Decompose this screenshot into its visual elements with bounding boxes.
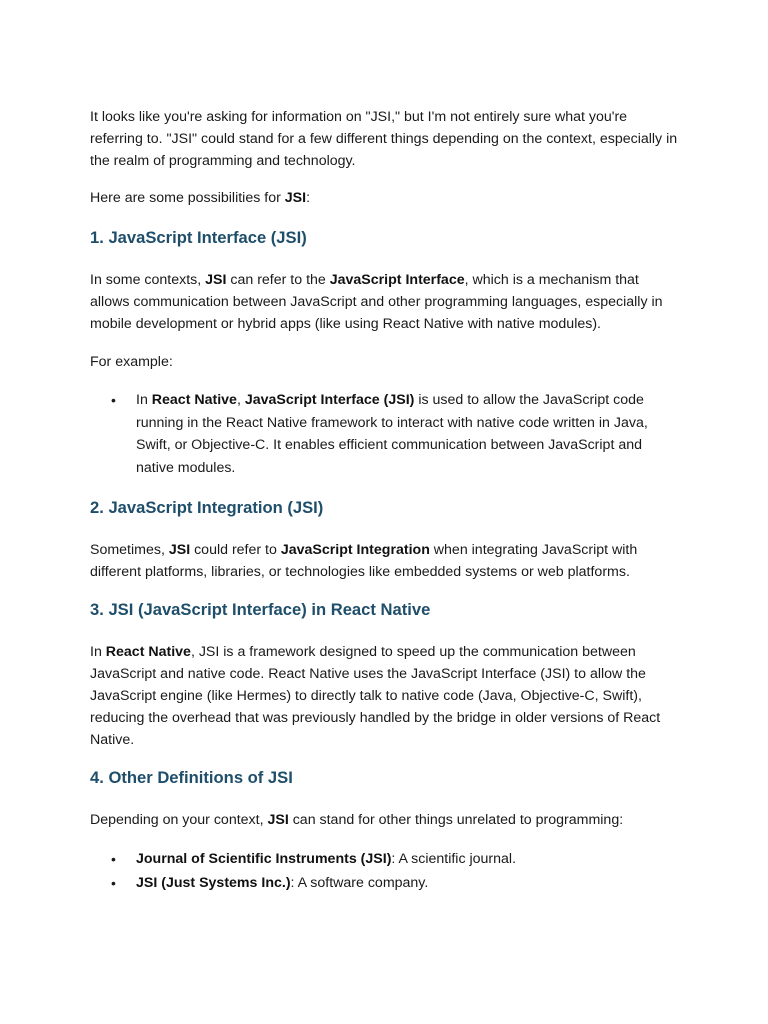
text: In bbox=[90, 644, 106, 660]
section-1-paragraph bbox=[90, 269, 682, 335]
lead-bold: JSI bbox=[284, 190, 307, 206]
text: is used to allow the JavaScript code running in the React Native framework to interact with native code written in Java, Swift, or Objective-C. It enables efficient communication between JavaScript and native modules. bbox=[136, 392, 648, 476]
other-definitions-list bbox=[90, 847, 682, 895]
list-item bbox=[90, 389, 682, 479]
bold-term: JSI bbox=[168, 542, 191, 558]
intro-paragraph: It looks like you're asking for information on "JSI," but I'm not entirely sure what you're referring to. "JSI" could stand for a few different things depending on the context, especially in the realm of programming and technology. bbox=[90, 109, 678, 169]
bold-term: JSI bbox=[205, 272, 227, 288]
section-4-paragraph bbox=[90, 809, 682, 831]
bold-term: React Native bbox=[105, 644, 191, 660]
text: In bbox=[136, 392, 152, 408]
section-3-heading: 3. JSI (JavaScript Interface) in React Native bbox=[90, 600, 431, 619]
text: Sometimes, bbox=[90, 542, 169, 558]
section-3-paragraph bbox=[90, 641, 682, 751]
lead-paragraph bbox=[90, 187, 682, 209]
text: : A scientific journal. bbox=[391, 851, 517, 867]
bold-term: JSI bbox=[267, 812, 289, 828]
bold-term: JavaScript Integration bbox=[280, 542, 430, 558]
text: : A software company. bbox=[290, 875, 429, 891]
text: , JSI is a framework designed to speed up the communication between JavaScript and native code. React Native uses the JavaScript Interface (JSI) to allow the JavaScript engine (like Hermes) to directly talk to native code (Java, Objective-C, Swift), reducing the overhead that was previously handled by the bridge in older versions of React Native. bbox=[90, 644, 661, 748]
example-label: For example: bbox=[90, 354, 173, 370]
text: , which is a mechanism that allows communication between JavaScript and other programming languages, especially in mobile development or hybrid apps (like using React Native with native modules). bbox=[90, 272, 663, 332]
section-4-heading: 4. Other Definitions of JSI bbox=[90, 768, 293, 787]
section-2-heading: 2. JavaScript Integration (JSI) bbox=[90, 498, 324, 517]
document-body bbox=[90, 106, 682, 895]
bold-term: JavaScript Interface bbox=[329, 272, 465, 288]
text: , bbox=[236, 392, 245, 408]
text: Depending on your context, bbox=[90, 812, 268, 828]
section-2-paragraph bbox=[90, 539, 682, 583]
bullet-icon: • bbox=[111, 392, 116, 408]
list-item bbox=[90, 871, 682, 895]
example-list bbox=[90, 389, 682, 479]
bold-term: Journal of Scientific Instruments (JSI) bbox=[136, 851, 392, 867]
bold-term: React Native bbox=[151, 392, 237, 408]
text: when integrating JavaScript with different platforms, libraries, or technologies like embedded systems or web platforms. bbox=[90, 542, 638, 580]
text: can refer to the bbox=[226, 272, 330, 288]
list-item bbox=[90, 847, 682, 871]
bullet-icon: • bbox=[111, 875, 116, 891]
section-1-heading: 1. JavaScript Interface (JSI) bbox=[90, 228, 307, 247]
bold-term: JavaScript Interface (JSI) bbox=[244, 392, 415, 408]
lead-suffix: : bbox=[306, 190, 311, 206]
text: could refer to bbox=[190, 542, 281, 558]
bold-term: JSI (Just Systems Inc.) bbox=[136, 875, 291, 891]
text: In some contexts, bbox=[90, 272, 206, 288]
text: can stand for other things unrelated to programming: bbox=[288, 812, 624, 828]
bullet-icon: • bbox=[111, 851, 116, 867]
lead-text: Here are some possibilities for bbox=[90, 190, 285, 206]
